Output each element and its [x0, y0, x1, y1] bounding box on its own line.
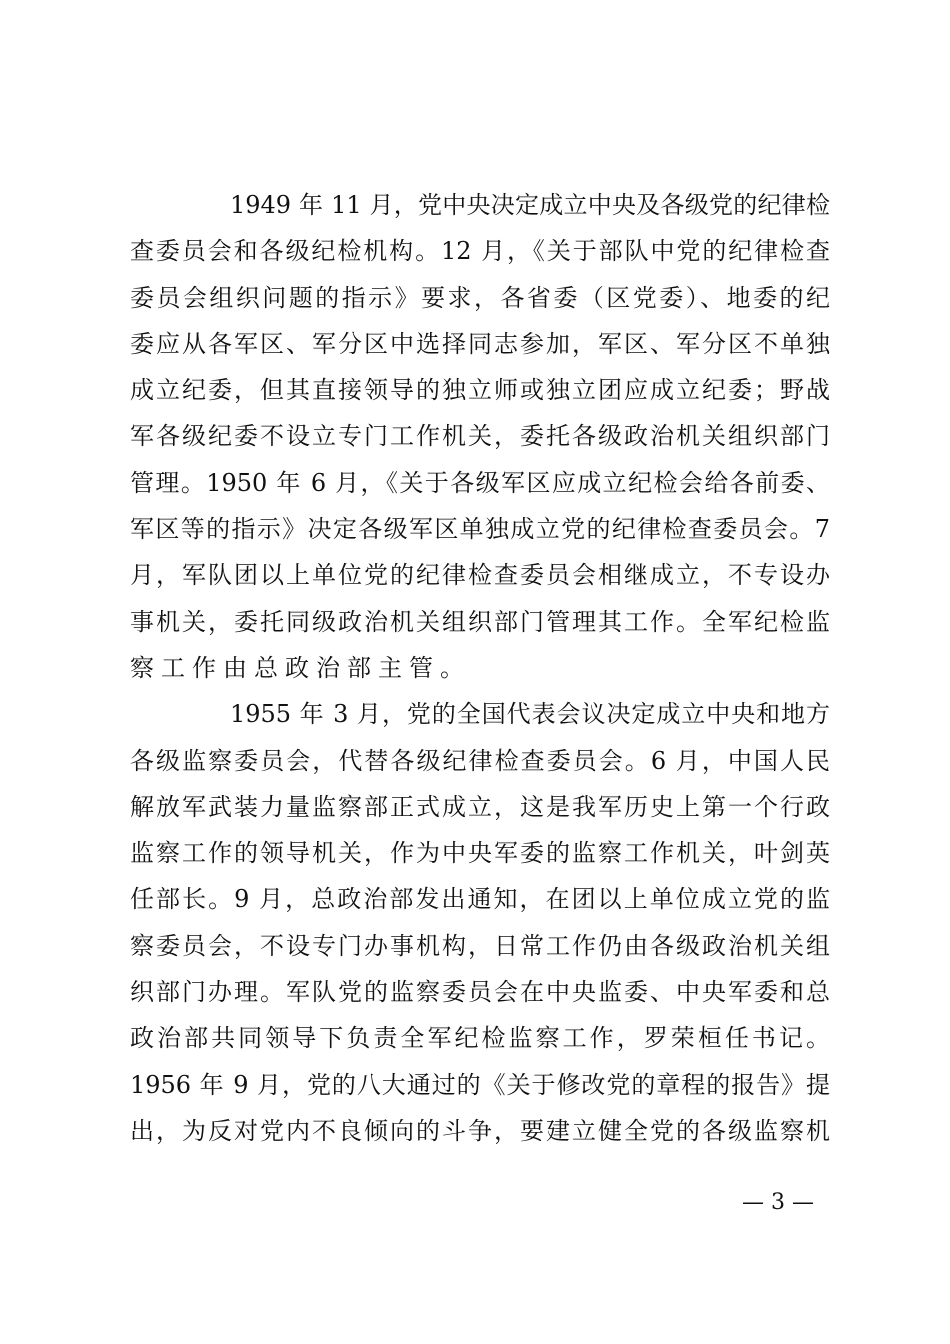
- text-line: 管理。1950 年 6 月，《关于各级军区应成立纪检会给各前委、: [130, 468, 830, 497]
- text-line: 1955 年 3 月，党的全国代表会议决定成立中央和地方: [230, 700, 830, 729]
- text-line: 解放军武装力量监察部正式成立，这是我军历史上第一个行政: [130, 792, 830, 821]
- text-line: 事机关，委托同级政治机关组织部门管理其工作。全军纪检监: [130, 607, 830, 636]
- text-line: 委应从各军区、军分区中选择同志参加，军区、军分区不单独: [130, 329, 830, 358]
- text-line: 政治部共同领导下负责全军纪检监察工作，罗荣桓任书记。: [130, 1024, 830, 1053]
- text-line: 成立纪委，但其直接领导的独立师或独立团应成立纪委；野战: [130, 376, 830, 405]
- text-line: 监察工作的领导机关，作为中央军委的监察工作机关，叶剑英: [130, 839, 830, 868]
- text-line: 察工作由总政治部主管。: [130, 653, 471, 682]
- text-line: 月，军队团以上单位党的纪律检查委员会相继成立，不专设办: [130, 561, 830, 590]
- paragraph-1: [130, 182, 830, 691]
- text-line: 查委员会和各级纪检机构。12 月，《关于部队中党的纪律检查: [130, 237, 830, 266]
- text-line: 察委员会，不设专门办事机构，日常工作仍由各级政治机关组: [130, 931, 830, 960]
- document-body: [130, 182, 830, 1154]
- paragraph-2: [130, 691, 830, 1154]
- text-line: 各级监察委员会，代替各级纪律检查委员会。6 月，中国人民: [130, 746, 830, 775]
- text-line: 1956 年 9 月，党的八大通过的《关于修改党的章程的报告》提: [130, 1070, 830, 1099]
- text-line: 1949 年 11 月，党中央决定成立中央及各级党的纪律检: [230, 191, 830, 219]
- text-line: 织部门办理。军队党的监察委员会在中央监委、中央军委和总: [130, 978, 830, 1007]
- text-line: 军区等的指示》决定各级军区单独成立党的纪律检查委员会。7: [130, 515, 830, 544]
- page-number: — 3 —: [742, 1190, 814, 1215]
- text-line: 出，为反对党内不良倾向的斗争，要建立健全党的各级监察机: [130, 1116, 830, 1145]
- text-line: 军各级纪委不设立专门工作机关，委托各级政治机关组织部门: [130, 422, 830, 451]
- text-line: 任部长。9 月，总政治部发出通知，在团以上单位成立党的监: [130, 885, 830, 914]
- text-line: 委员会组织问题的指示》要求，各省委（区党委）、地委的纪: [130, 283, 830, 312]
